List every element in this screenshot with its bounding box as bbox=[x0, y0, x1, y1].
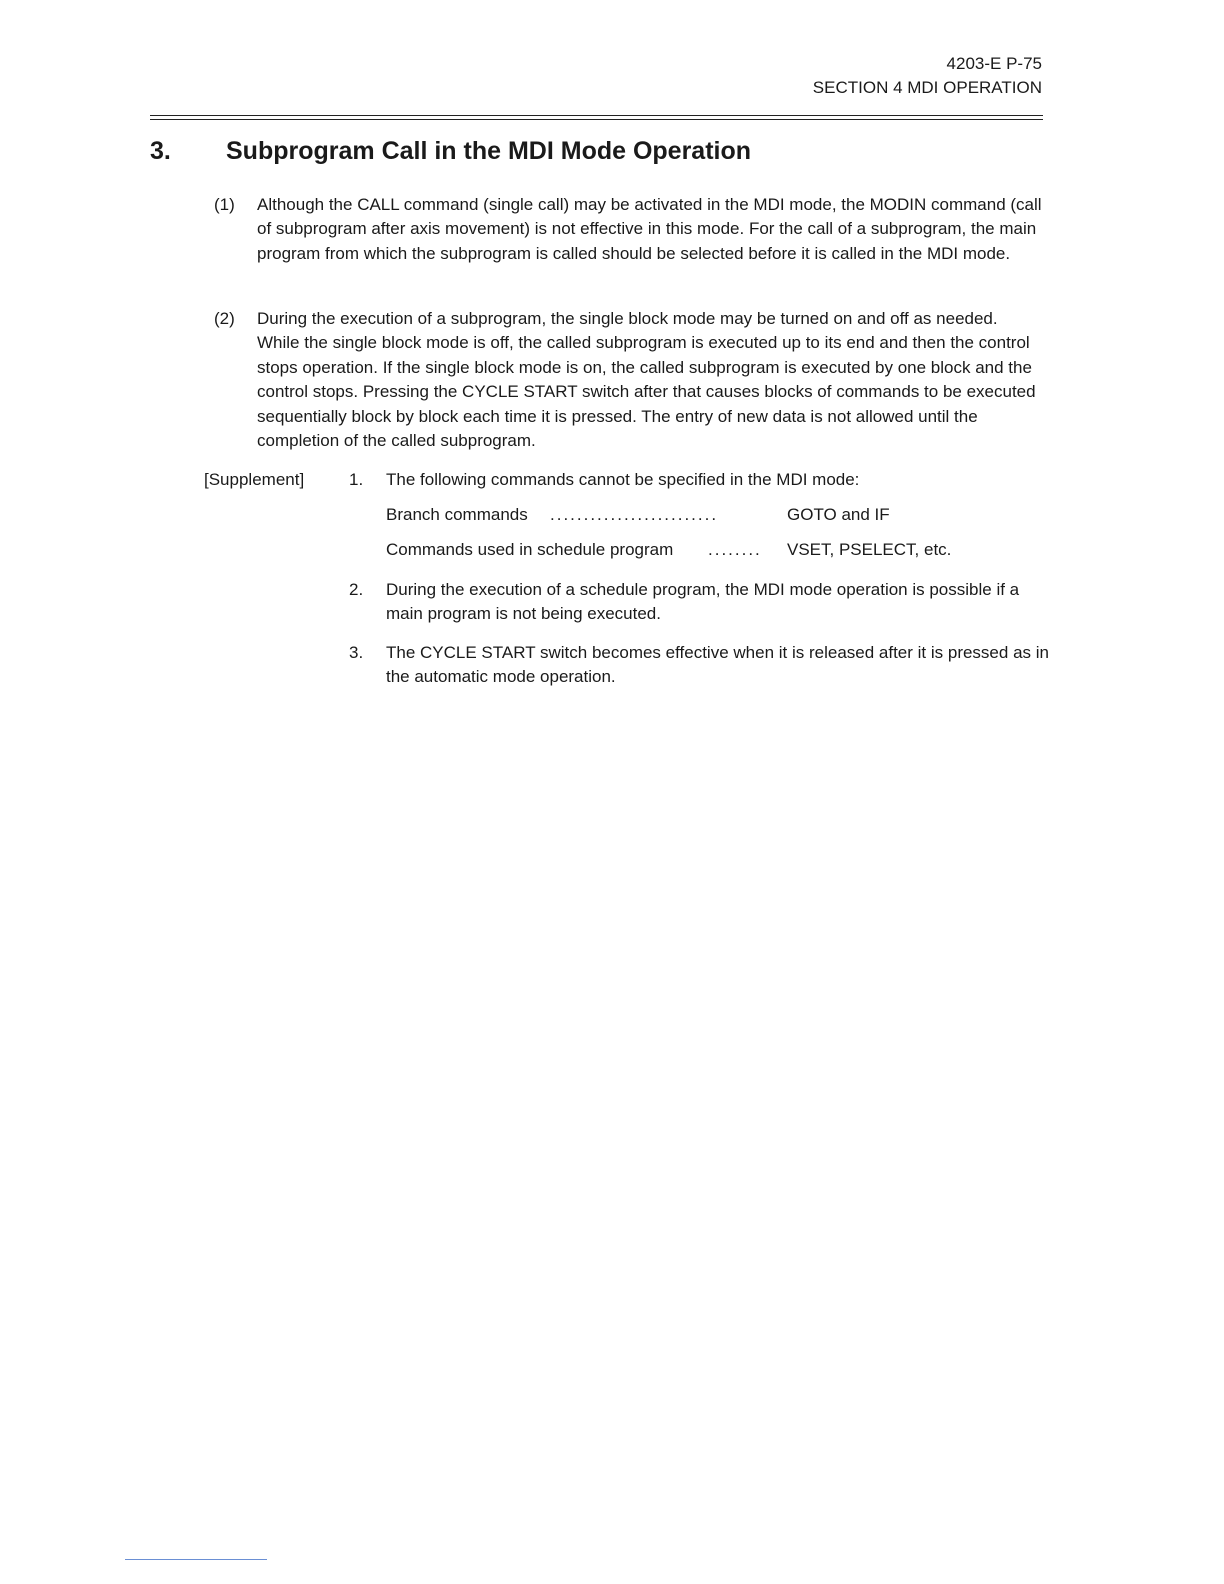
supplement-item-text: The following commands cannot be specified in the MDI mode: bbox=[386, 470, 860, 489]
section-running-title: SECTION 4 MDI OPERATION bbox=[812, 78, 1042, 97]
header-divider-top bbox=[150, 115, 1043, 116]
paragraph-marker: (2) bbox=[214, 309, 235, 328]
supplement-item-text: During the execution of a schedule program, the MDI mode operation is possible if a main program is not being executed. bbox=[386, 580, 1020, 624]
supplement-item-2 bbox=[349, 578, 1049, 627]
supplement-label: [Supplement] bbox=[204, 470, 305, 489]
paragraph-text: Although the CALL command (single call) may be activated in the MDI mode, the MODIN command (call of subprogram after axis movement) is not effective in this mode. For the call of a subprogram, the main program from which the subprogram is called should be selected before it is called in the MDI mode. bbox=[257, 195, 1042, 263]
section-title-text: Subprogram Call in the MDI Mode Operation bbox=[226, 137, 752, 165]
paragraph-marker: (1) bbox=[214, 195, 235, 214]
supplement-item-1 bbox=[349, 468, 1049, 492]
dot-leader: ........ bbox=[708, 540, 762, 559]
section-heading bbox=[150, 137, 751, 166]
supplement-item-3 bbox=[349, 641, 1049, 690]
command-name: Branch commands bbox=[386, 505, 528, 524]
section-number: 3. bbox=[150, 137, 171, 165]
command-value: VSET, PSELECT, etc. bbox=[787, 540, 952, 559]
paragraph-text: During the execution of a subprogram, the single block mode may be turned on and off as needed. While the single block mode is off, the called subprogram is executed up to its end and then the control stops operation. If the single block mode is on, the called subprogram is executed by one block and the control stops. Pressing the CYCLE START switch after that causes blocks of commands to be executed sequentially block by block each time it is pressed. The entry of new data is not allowed until the completion of the called subprogram. bbox=[257, 309, 1036, 451]
doc-page-number: 4203-E P-75 bbox=[946, 54, 1042, 73]
supplement-item-marker: 1. bbox=[349, 470, 364, 489]
command-name: Commands used in schedule program bbox=[386, 540, 674, 559]
supplement-item-text: The CYCLE START switch becomes effective when it is released after it is pressed as in the automatic mode operation. bbox=[386, 643, 1049, 687]
command-value: GOTO and IF bbox=[787, 505, 890, 524]
header-divider-bottom bbox=[150, 119, 1043, 120]
dot-leader: ......................... bbox=[550, 505, 719, 524]
supplement-item-marker: 2. bbox=[349, 580, 364, 599]
footer-rule bbox=[125, 1559, 267, 1560]
paragraph-1 bbox=[214, 193, 1044, 266]
paragraph-2 bbox=[214, 307, 1044, 453]
supplement-item-marker: 3. bbox=[349, 643, 364, 662]
page-header bbox=[813, 52, 1042, 100]
